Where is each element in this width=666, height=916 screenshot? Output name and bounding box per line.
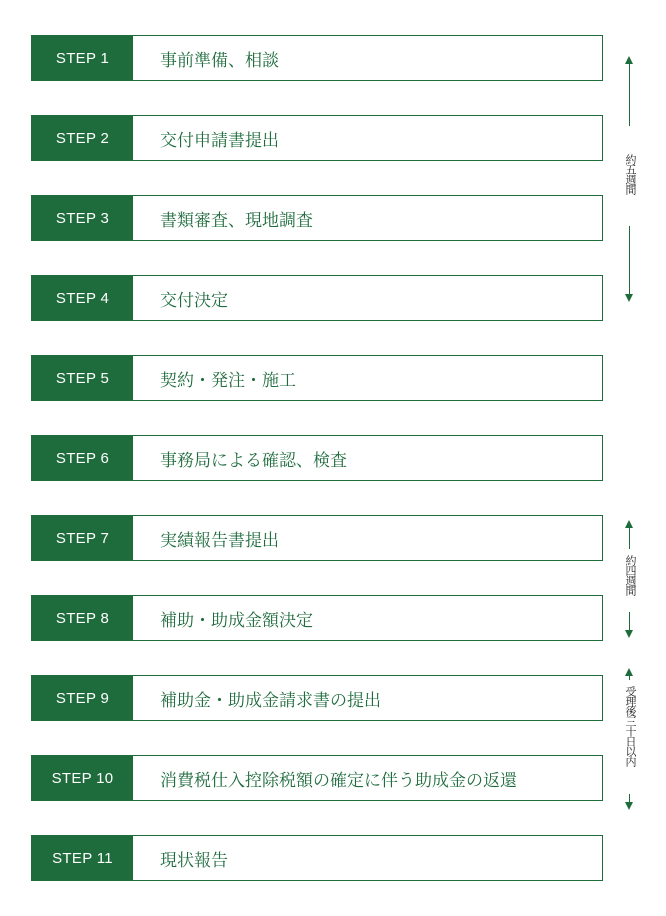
step-text: 補助・助成金額決定: [160, 610, 313, 631]
step-label: STEP 9: [32, 676, 133, 720]
duration-line: [629, 794, 630, 802]
duration-line: [629, 612, 630, 631]
step-label: STEP 7: [32, 516, 133, 560]
step-label: STEP 2: [32, 116, 133, 160]
step-4: [31, 275, 603, 321]
step-text: 交付申請書提出: [160, 130, 279, 151]
step-label: STEP 5: [32, 356, 133, 400]
step-label: STEP 1: [32, 36, 133, 80]
duration-line: [629, 527, 630, 549]
step-label: STEP 3: [32, 196, 133, 240]
step-text: 事務局による確認、検査: [160, 450, 347, 471]
step-text: 消費税仕入控除税額の確定に伴う助成金の返還: [160, 770, 517, 791]
step-3: [31, 195, 603, 241]
arrow-down-icon: [625, 630, 633, 638]
duration-label: 受理後三十日以内: [624, 686, 637, 766]
duration-line: [629, 226, 630, 295]
step-5: [31, 355, 603, 401]
step-label: STEP 6: [32, 436, 133, 480]
step-label: STEP 10: [32, 756, 133, 800]
step-label: STEP 11: [32, 836, 133, 880]
step-1: [31, 35, 603, 81]
duration-line: [629, 63, 630, 126]
step-10: [31, 755, 603, 801]
duration-label: 約四週間: [624, 555, 637, 595]
step-8: [31, 595, 603, 641]
duration-five-weeks: [619, 56, 641, 302]
step-7: [31, 515, 603, 561]
step-label: STEP 8: [32, 596, 133, 640]
step-6: [31, 435, 603, 481]
step-label: STEP 4: [32, 276, 133, 320]
step-text: 契約・発注・施工: [160, 370, 296, 391]
step-text: 補助金・助成金請求書の提出: [160, 690, 381, 711]
duration-four-weeks: [619, 520, 641, 638]
step-2: [31, 115, 603, 161]
step-text: 書類審査、現地調査: [160, 210, 313, 231]
arrow-down-icon: [625, 802, 633, 810]
arrow-down-icon: [625, 294, 633, 302]
step-text: 交付決定: [160, 290, 228, 311]
step-text: 実績報告書提出: [160, 530, 279, 551]
duration-line: [629, 675, 630, 680]
step-11: [31, 835, 603, 881]
duration-label: 約五週間: [624, 154, 637, 194]
duration-within-thirty-days: [619, 668, 641, 810]
step-9: [31, 675, 603, 721]
step-text: 事前準備、相談: [160, 50, 279, 71]
step-text: 現状報告: [160, 850, 228, 871]
